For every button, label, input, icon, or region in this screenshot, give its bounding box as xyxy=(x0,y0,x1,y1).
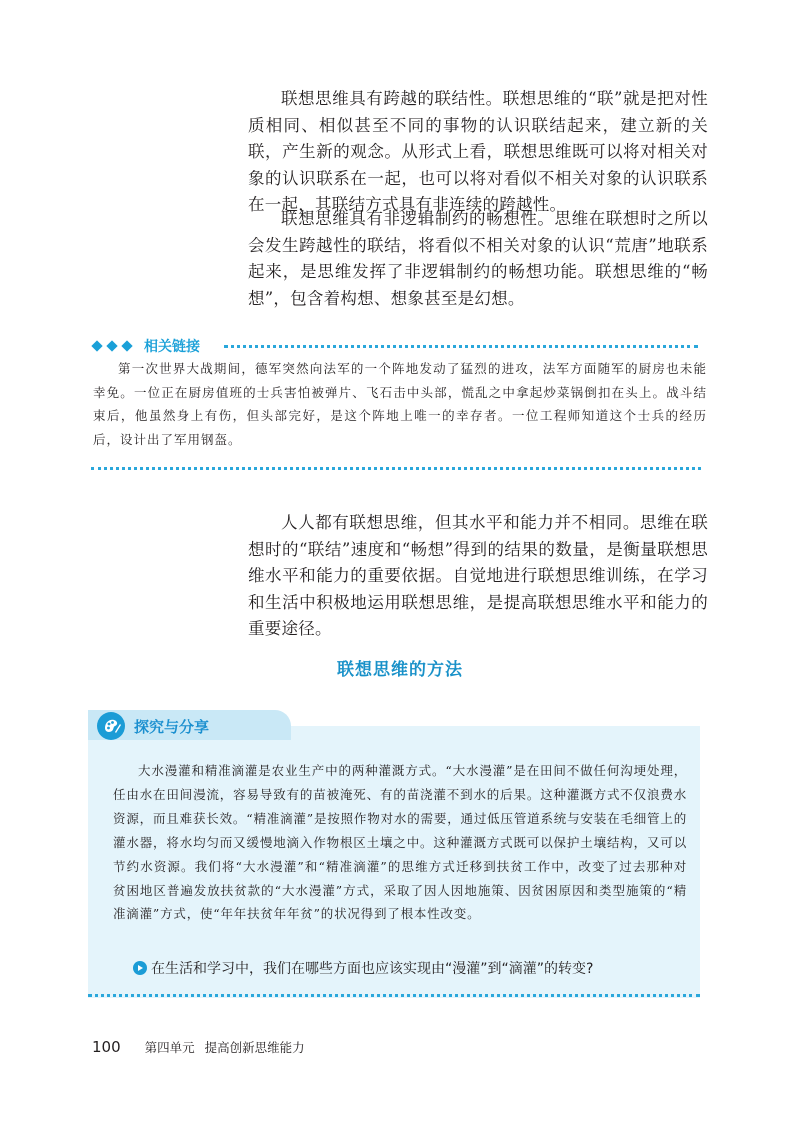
dotted-divider xyxy=(88,994,700,997)
unit-title: 提高创新思维能力 xyxy=(204,1040,305,1055)
explore-share-title: 探究与分享 xyxy=(134,718,210,736)
play-arrow-icon xyxy=(133,961,147,975)
page-number: 100 xyxy=(92,1038,121,1056)
question-text: 在生活和学习中，我们在哪些方面也应该实现由“漫灌”到“滴灌”的转变? xyxy=(151,961,594,977)
paragraph-imaginative-freedom: 联想思维具有非逻辑制约的畅想性。思维在联想时之所以会发生跨越性的联结，将看似不相关对象的认识“荒唐”地联系起来，是思维发挥了非逻辑制约的畅想功能。联想思维的“畅想”，包含着构想、想象甚至是幻想。 xyxy=(248,209,708,308)
section-title: 联想思维的方法 xyxy=(337,660,463,680)
unit-label: 第四单元 xyxy=(144,1040,195,1055)
related-link-text: 第一次世界大战期间，德军突然向法军的一个阵地发动了猛烈的进攻，法军方面随军的厨房也未能幸免。一位正在厨房值班的士兵害怕被弹片、飞石击中头部，慌乱之中拿起炒菜锅倒扣在头上。战斗结束后，他虽然身上有伤，但头部完好，是这个阵地上唯一的幸存者。一位工程师知道这个士兵的经历后，设计出了军用钢盔。 xyxy=(93,361,707,447)
related-link-title: 相关链接 xyxy=(144,339,200,355)
page-footer xyxy=(92,1038,305,1056)
discussion-question xyxy=(133,958,593,978)
palette-icon xyxy=(97,712,125,740)
dotted-divider xyxy=(91,467,701,470)
diamond-bullet-icon xyxy=(91,340,102,351)
paragraph-associative-linkage: 联想思维具有跨越的联结性。联想思维的“联”就是把对性质相同、相似甚至不同的事物的认识联结起来，建立新的关联，产生新的观念。从形式上看，联想思维既可以将对相关对象的认识联系在一起，也可以将对看似不相关对象的认识联系在一起，其联结方式具有非连续的跨越性。 xyxy=(248,89,708,215)
related-link-header xyxy=(93,336,208,356)
paragraph-ability-levels: 人人都有联想思维，但其水平和能力并不相同。思维在联想时的“联结”速度和“畅想”得到的结果的数量，是衡量联想思维水平和能力的重要依据。自觉地进行联想思维训练，在学习和生活中积极地运用联想思维，是提高联想思维水平和能力的重要途径。 xyxy=(248,513,708,639)
explore-share-text: 大水漫灌和精准滴灌是农业生产中的两种灌溉方式。“大水漫灌”是在田间不做任何沟埂处理，任由水在田间漫流，容易导致有的苗被淹死、有的苗浇灌不到水的后果。这种灌溉方式不仅浪费水资源，而且难获长效。“精准滴灌”是按照作物对水的需要，通过低压管道系统与安装在毛细管上的灌水器，将水均匀而又缓慢地滴入作物根区土壤之中。这种灌溉方式既可以保护土壤结构，又可以节约水资源。我们将“大水漫灌”和“精准滴灌”的思维方式迁移到扶贫工作中，改变了过去那种对贫困地区普遍发放扶贫款的“大水漫灌”方式，采取了因人因地施策、因贫困原因和类型施策的“精准滴灌”方式，使“年年扶贫年年贫”的状况得到了根本性改变。 xyxy=(113,763,687,922)
diamond-bullet-icon xyxy=(106,340,117,351)
diamond-bullet-icon xyxy=(121,340,132,351)
dotted-divider xyxy=(224,345,698,348)
